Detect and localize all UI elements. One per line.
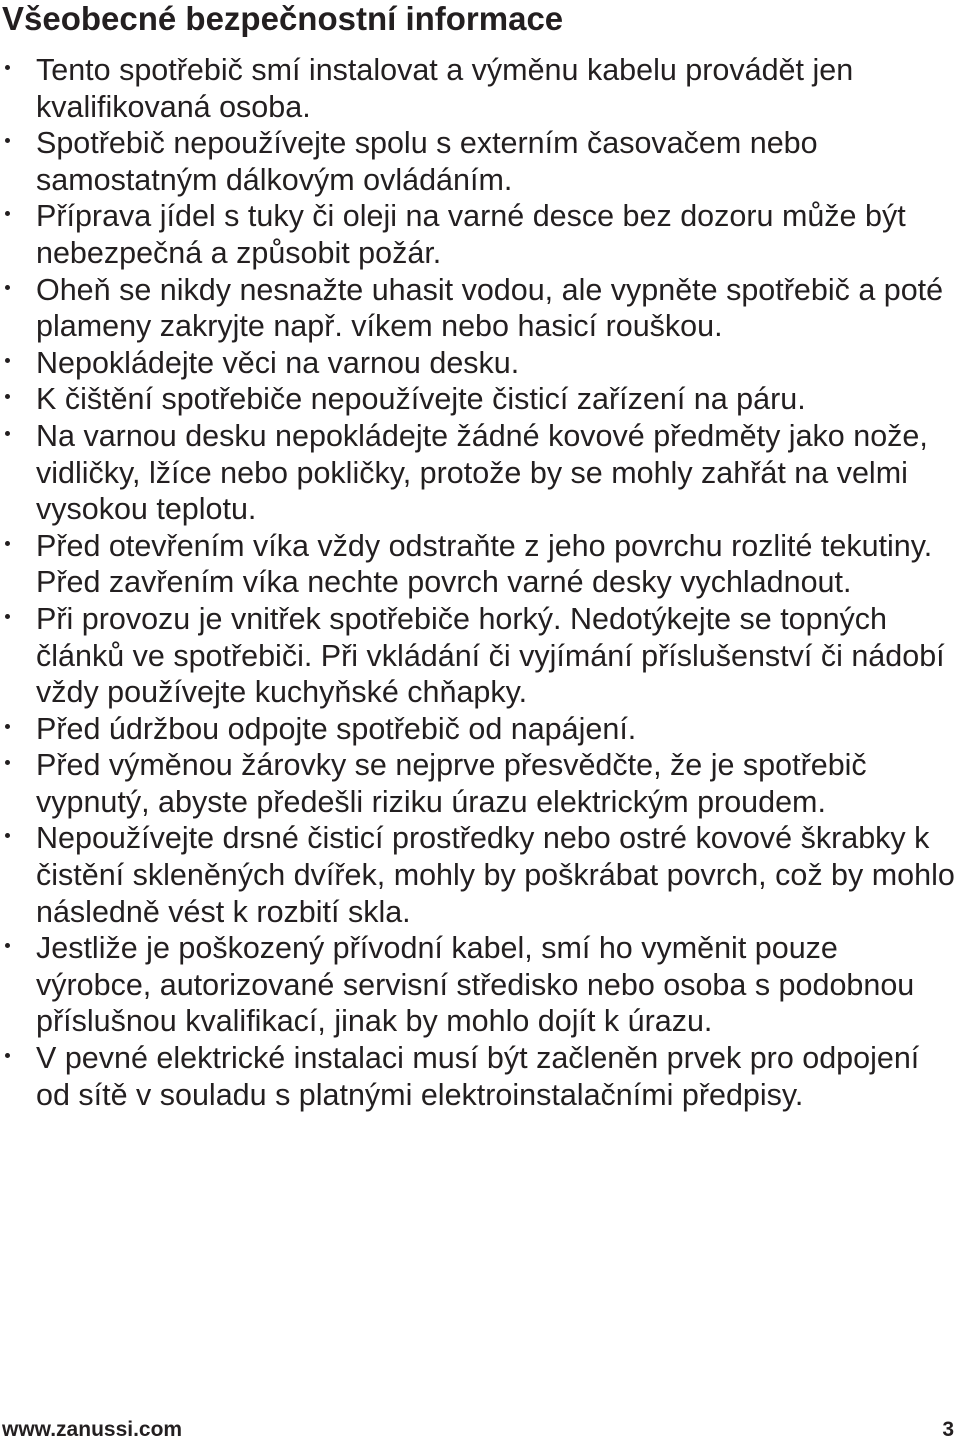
bullet-icon [5,394,10,399]
list-item [0,125,960,198]
bullet-icon [5,614,10,619]
bullet-icon [5,833,10,838]
safety-list [0,52,960,1113]
list-item [0,52,960,125]
bullet-icon [5,760,10,765]
list-item-text: Oheň se nikdy nesnažte uhasit vodou, ale vypněte spotřebič a poté plameny zakryjte např. víkem nebo hasicí rouškou. [36,272,944,344]
list-item [0,1040,960,1113]
page-number: 3 [942,1418,954,1441]
list-item-text: Před otevřením víka vždy odstraňte z jeho povrchu rozlité tekutiny. Před zavřením víka nechte povrch varné desky vychladnout. [36,528,933,600]
list-item-text: Tento spotřebič smí instalovat a výměnu kabelu provádět jen kvalifikovaná osoba. [36,53,854,124]
list-item [0,528,960,601]
bullet-icon [5,285,10,290]
list-item-text: Příprava jídel s tuky či oleji na varné desce bez dozoru může být nebezpečná a způsobit požár. [36,199,906,270]
bullet-icon [5,1053,10,1058]
list-item-text: Spotřebič nepoužívejte spolu s externím časovačem nebo samostatným dálkovým ovládáním. [36,126,818,197]
bullet-icon [5,65,10,70]
list-item [0,198,960,271]
list-item [0,345,960,382]
list-item [0,601,960,711]
list-item [0,747,960,820]
list-item [0,381,960,418]
bullet-icon [5,138,10,143]
list-item-text: Nepokládejte věci na varnou desku. [36,345,520,380]
list-item-text: Nepoužívejte drsné čisticí prostředky nebo ostré kovové škrabky k čistění skleněných dvířek, mohly by poškrábat povrch, což by mohlo následně vést k rozbití skla. [36,821,955,929]
list-item [0,711,960,748]
list-item-text: Před výměnou žárovky se nejprve přesvědčte, že je spotřebič vypnutý, abyste předešli riziku úrazu elektrickým proudem. [36,748,867,819]
list-item-text: Jestliže je poškozený přívodní kabel, smí ho vyměnit pouze výrobce, autorizované servisní středisko nebo osoba s podobnou příslušnou kvalifikací, jinak by mohlo dojít k úrazu. [36,931,915,1039]
bullet-icon [5,431,10,436]
list-item-text: V pevné elektrické instalaci musí být začleněn prvek pro odpojení od sítě v souladu s platnými elektroinstalačními předpisy. [36,1041,920,1112]
bullet-icon [5,211,10,216]
list-item-text: Na varnou desku nepokládejte žádné kovové předměty jako nože, vidličky, lžíce nebo pokličky, protože by se mohly zahřát na velmi vysokou teplotu. [36,418,928,527]
bullet-icon [5,358,10,363]
bullet-icon [5,724,10,729]
list-item [0,272,960,345]
bullet-icon [5,943,10,948]
list-item-text: Před údržbou odpojte spotřebič od napájení. [36,711,637,746]
page-footer [2,1416,954,1444]
list-item [0,418,960,528]
page-title: Všeobecné bezpečnostní informace [2,0,564,37]
footer-website-link[interactable]: www.zanussi.com [2,1418,183,1441]
bullet-icon [5,541,10,546]
list-item-text: Při provozu je vnitřek spotřebiče horký. Nedotýkejte se topných článků ve spotřebiči. Při vkládání či vyjímání příslušenství či nádobí vždy používejte kuchyňské chňapky. [36,601,945,710]
list-item [0,820,960,930]
list-item-text: K čištění spotřebiče nepoužívejte čisticí zařízení na páru. [36,382,806,417]
list-item [0,930,960,1040]
